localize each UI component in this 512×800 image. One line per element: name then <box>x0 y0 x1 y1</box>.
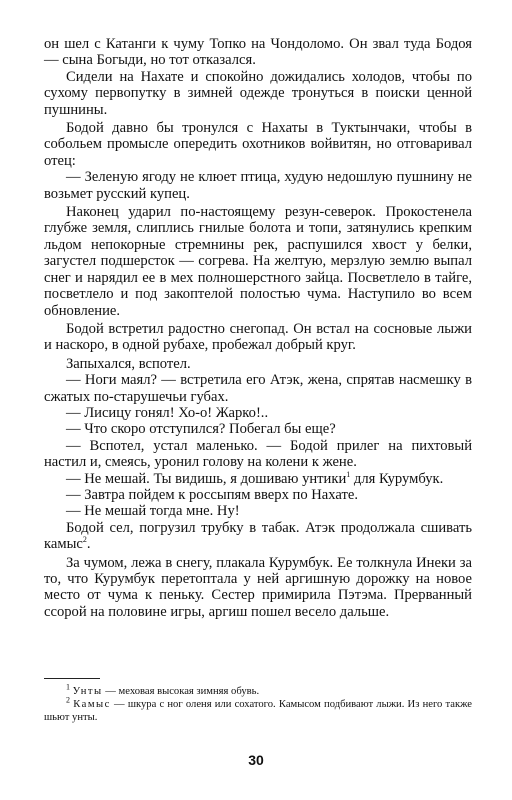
footnote <box>44 682 472 698</box>
paragraph-text: Бодой сел, погрузил трубку в табак. Атэк продолжала сшивать камыс <box>44 519 472 553</box>
paragraph: — Ноги маял? — встретила его Атэк, жена, спрятав насмешку в сжатых по-старушечьи губах. <box>44 372 472 405</box>
footnote-term: Унты <box>72 686 103 698</box>
paragraph-text: — Не мешай. Ты видишь, я дошиваю унтики <box>66 470 347 487</box>
footnotes <box>44 682 473 724</box>
paragraph: Бодой встретил радостно снегопад. Он встал на сосновые лыжи и наскоро, в одной рубахе, пробежал добрый круг. <box>44 320 472 354</box>
footnote-text: — меховая высокая зимняя обувь. <box>102 686 260 698</box>
footnote-ref: 1 <box>346 469 351 479</box>
footnote-divider <box>44 678 100 679</box>
paragraph: Наконец ударил по-настоящему резун-северок. Прокостенела глубже земля, слиплись гнилые болота и топи, затянулись крепким льдом непокорные стремнины рек, распушился хвост у белки, загустел подшерсток — согрева. На желтую, мерзлую землю выпал снег и нарядил ее в мех полношерстного зайца. Посветлело в тайге, посветлело и под закоптелой полостью чума. Наступило во всем обновление. <box>44 204 472 319</box>
footnote-number: 2 <box>66 695 70 705</box>
paragraph: — Вспотел, устал маленько. — Бодой прилег на пихтовый настил и, смеясь, уронил голову на колени к жене. <box>44 437 472 471</box>
footnote-term: Камыс <box>73 699 111 711</box>
footnote-number: 1 <box>66 682 70 692</box>
paragraph-text-after: . <box>86 536 91 553</box>
paragraph: — Зеленую ягоду не клюет птица, худую недошлую пушнину не возьмет русский купец. <box>44 169 472 202</box>
paragraph: — Что скоро отступился? Побегал бы еще? <box>66 421 336 438</box>
paragraph <box>44 520 472 553</box>
footnote-text: — шкура с ног оленя или сохатого. Камысом подбивают лыжи. Из него также шьют унты. <box>44 699 473 724</box>
paragraph: — Не мешай тогда мне. Ну! <box>66 503 240 520</box>
footnote-ref: 2 <box>82 535 87 545</box>
paragraph <box>44 471 472 487</box>
paragraph: Бодой давно бы тронулся с Нахаты в Туктынчаки, чтобы в собольем промысле опередить охотников войвитян, но отговаривал отец: <box>44 120 472 169</box>
book-page <box>44 36 472 724</box>
paragraph: Запыхался, вспотел. <box>66 355 191 372</box>
footnote <box>44 695 473 724</box>
paragraph-text-after: для Курумбук. <box>350 470 444 487</box>
paragraph: — Завтра пойдем к россыпям вверх по Нахате. <box>66 486 358 503</box>
paragraph: Сидели на Нахате и спокойно дожидались холодов, чтобы по сухому первопутку в зимней одежде тронуться в поиски ценной пушнины. <box>44 68 472 118</box>
page-number: 30 <box>248 752 264 768</box>
main-text <box>44 36 472 620</box>
paragraph: — Лисицу гонял! Хо-о! Жарко!.. <box>66 404 269 421</box>
paragraph: он шел с Катанги к чуму Топко на Чондоломо. Он звал туда Бодоя — сына Богыди, но тот отказался. <box>44 36 472 69</box>
paragraph: За чумом, лежа в снегу, плакала Курумбук. Ее толкнула Инеки за то, что Курумбук перетоптала у ней аргишную дорожку на новое место от чума к пеньку. Сестер примирила Пэтэма. Прерванный ссорой на половине игры, аргиш пошел весело дальше. <box>44 554 472 620</box>
